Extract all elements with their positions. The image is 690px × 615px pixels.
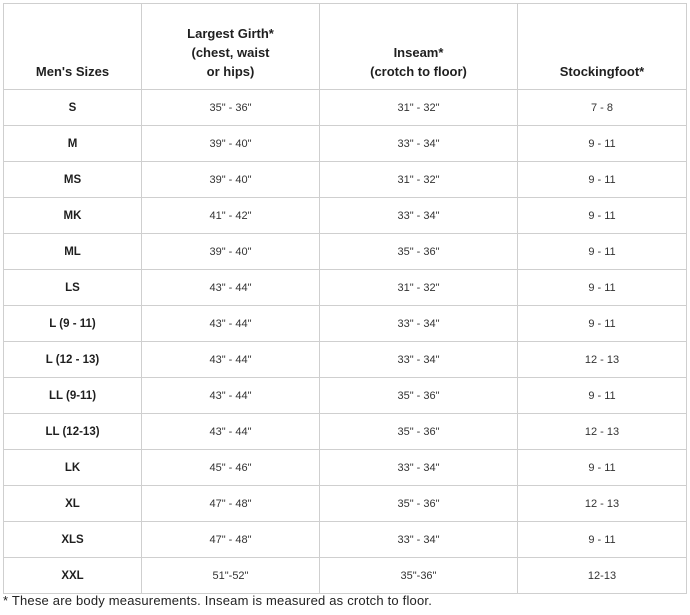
size-cell: LK (4, 450, 142, 486)
table-row (4, 558, 687, 594)
header-line: Inseam* (393, 45, 444, 60)
size-cell: MS (4, 162, 142, 198)
size-cell: LS (4, 270, 142, 306)
girth-cell: 47" - 48" (142, 486, 320, 522)
table-row (4, 90, 687, 126)
table-row (4, 450, 687, 486)
header-line: Stockingfoot* (559, 64, 645, 79)
header-stockingfoot (518, 4, 687, 90)
size-cell: LL (12-13) (4, 414, 142, 450)
girth-cell: 39" - 40" (142, 234, 320, 270)
inseam-cell: 33" - 34" (320, 126, 518, 162)
header-row (4, 4, 687, 90)
size-cell: S (4, 90, 142, 126)
inseam-cell: 33" - 34" (320, 522, 518, 558)
girth-cell: 43" - 44" (142, 306, 320, 342)
header-line: (chest, waist (191, 45, 270, 60)
girth-cell: 35" - 36" (142, 90, 320, 126)
header-line: Men's Sizes (35, 64, 110, 79)
size-cell: L (12 - 13) (4, 342, 142, 378)
table-row (4, 126, 687, 162)
size-chart (3, 3, 686, 594)
girth-cell: 51"-52" (142, 558, 320, 594)
inseam-cell: 31" - 32" (320, 270, 518, 306)
inseam-cell: 33" - 34" (320, 198, 518, 234)
girth-cell: 45" - 46" (142, 450, 320, 486)
size-cell: MK (4, 198, 142, 234)
inseam-cell: 35" - 36" (320, 234, 518, 270)
stockingfoot-cell: 12 - 13 (518, 342, 687, 378)
footnote: * These are body measurements. Inseam is measured as crotch to floor. (3, 593, 433, 608)
header-line: Largest Girth* (187, 26, 274, 41)
size-table (3, 3, 687, 594)
table-header (4, 4, 687, 90)
size-cell: M (4, 126, 142, 162)
girth-cell: 41" - 42" (142, 198, 320, 234)
table-row (4, 306, 687, 342)
girth-cell: 43" - 44" (142, 378, 320, 414)
table-row (4, 198, 687, 234)
header-inseam (320, 4, 518, 90)
inseam-cell: 35" - 36" (320, 486, 518, 522)
inseam-cell: 33" - 34" (320, 306, 518, 342)
stockingfoot-cell: 9 - 11 (518, 126, 687, 162)
size-cell: ML (4, 234, 142, 270)
size-cell: XXL (4, 558, 142, 594)
table-row (4, 486, 687, 522)
inseam-cell: 35" - 36" (320, 378, 518, 414)
table-body (4, 90, 687, 594)
stockingfoot-cell: 9 - 11 (518, 378, 687, 414)
table-row (4, 162, 687, 198)
girth-cell: 39" - 40" (142, 126, 320, 162)
inseam-cell: 31" - 32" (320, 90, 518, 126)
table-row (4, 414, 687, 450)
girth-cell: 43" - 44" (142, 342, 320, 378)
header-line: or hips) (206, 64, 255, 79)
stockingfoot-cell: 9 - 11 (518, 450, 687, 486)
inseam-cell: 35" - 36" (320, 414, 518, 450)
stockingfoot-cell: 7 - 8 (518, 90, 687, 126)
table-row (4, 522, 687, 558)
stockingfoot-cell: 9 - 11 (518, 270, 687, 306)
girth-cell: 43" - 44" (142, 414, 320, 450)
stockingfoot-cell: 9 - 11 (518, 522, 687, 558)
stockingfoot-cell: 9 - 11 (518, 162, 687, 198)
girth-cell: 47" - 48" (142, 522, 320, 558)
table-row (4, 342, 687, 378)
inseam-cell: 33" - 34" (320, 342, 518, 378)
table-row (4, 270, 687, 306)
inseam-cell: 31" - 32" (320, 162, 518, 198)
stockingfoot-cell: 9 - 11 (518, 234, 687, 270)
table-row (4, 234, 687, 270)
size-cell: LL (9-11) (4, 378, 142, 414)
stockingfoot-cell: 12-13 (518, 558, 687, 594)
header-mens-sizes (4, 4, 142, 90)
table-row (4, 378, 687, 414)
header-largest-girth (142, 4, 320, 90)
inseam-cell: 35"-36" (320, 558, 518, 594)
stockingfoot-cell: 12 - 13 (518, 414, 687, 450)
size-cell: XL (4, 486, 142, 522)
girth-cell: 43" - 44" (142, 270, 320, 306)
size-cell: XLS (4, 522, 142, 558)
stockingfoot-cell: 9 - 11 (518, 198, 687, 234)
header-line: (crotch to floor) (370, 64, 467, 79)
size-cell: L (9 - 11) (4, 306, 142, 342)
girth-cell: 39" - 40" (142, 162, 320, 198)
stockingfoot-cell: 9 - 11 (518, 306, 687, 342)
stockingfoot-cell: 12 - 13 (518, 486, 687, 522)
inseam-cell: 33" - 34" (320, 450, 518, 486)
